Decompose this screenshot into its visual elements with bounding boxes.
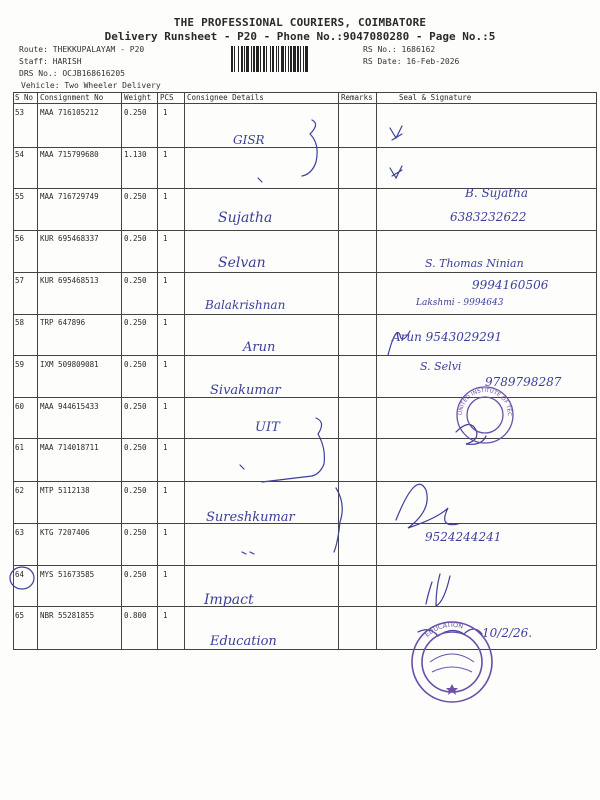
handwritten-consignee: GISR xyxy=(233,133,265,147)
handwritten-signature: Lakshmi - 9994643 xyxy=(416,298,504,308)
vehicle-label: Vehicle: Two Wheeler Delivery xyxy=(21,81,161,90)
row-pcs: 1 xyxy=(163,276,168,285)
row-sno: 58 xyxy=(15,318,25,327)
company-title: THE PROFESSIONAL COURIERS, COIMBATORE xyxy=(173,16,427,29)
row-pcs: 1 xyxy=(163,486,168,495)
row-weight: 0.250 xyxy=(124,192,147,201)
drs-label: DRS No.: OCJB168616205 xyxy=(19,69,125,78)
row-consignment-no: MAA 944615433 xyxy=(40,402,99,411)
row-pcs: 1 xyxy=(163,443,168,452)
col-header-pcs: PCS xyxy=(160,93,174,102)
row-consignment-no: KUR 695468337 xyxy=(40,234,99,243)
row-pcs: 1 xyxy=(163,150,168,159)
runsheet-subtitle: Delivery Runsheet - P20 - Phone No.:9047080280 - Page No.:5 xyxy=(104,30,496,43)
handwritten-consignee: Sureshkumar xyxy=(206,510,295,525)
row-weight: 0.250 xyxy=(124,402,147,411)
row-sno: 57 xyxy=(15,276,25,285)
handwritten-phone: 9994160506 xyxy=(472,278,549,292)
company-stamp xyxy=(410,620,494,704)
col-header-weight: Weight xyxy=(124,93,152,102)
row-consignment-no: MAA 715799680 xyxy=(40,150,99,159)
col-header-sno: S No xyxy=(15,93,34,102)
col-header-signature: Seal & Signature xyxy=(399,93,472,102)
handwritten-consignee: Selvan xyxy=(218,255,266,271)
row-pcs: 1 xyxy=(163,108,168,117)
row-pcs: 1 xyxy=(163,318,168,327)
institute-stamp xyxy=(452,381,515,445)
row-pcs: 1 xyxy=(163,360,168,369)
row-weight: 0.250 xyxy=(124,570,147,579)
row-weight: 0.800 xyxy=(124,611,147,620)
row-consignment-no: MAA 716105212 xyxy=(40,108,99,117)
row-pcs: 1 xyxy=(163,234,168,243)
row-sno: 59 xyxy=(15,360,25,369)
row-sno: 55 xyxy=(15,192,25,201)
rs-no-label: RS No.: 1686162 xyxy=(363,45,436,54)
row-weight: 0.250 xyxy=(124,318,147,327)
rs-date-label: RS Date: 16-Feb-2026 xyxy=(363,57,460,66)
handwritten-signature: B. Sujatha xyxy=(465,186,528,200)
row-weight: 0.250 xyxy=(124,276,147,285)
handwritten-consignee: Education xyxy=(210,634,277,649)
row-pcs: 1 xyxy=(163,570,168,579)
row-sno: 60 xyxy=(15,402,25,411)
row-pcs: 1 xyxy=(163,528,168,537)
col-header-consignment: Consignment No xyxy=(40,93,104,102)
row-consignment-no: MTP 5112138 xyxy=(40,486,90,495)
handwritten-signature: S. Selvi xyxy=(420,360,462,373)
row-sno: 54 xyxy=(15,150,25,159)
row-consignment-no: MAA 716729749 xyxy=(40,192,99,201)
handwritten-phone: 9524244241 xyxy=(425,530,502,544)
handwritten-consignee: Sujatha xyxy=(218,210,273,226)
row-weight: 0.250 xyxy=(124,528,147,537)
row-consignment-no: IXM 509809081 xyxy=(40,360,99,369)
handwritten-signature: Arun 9543029291 xyxy=(392,330,503,344)
row-consignment-no: MAA 714018711 xyxy=(40,443,99,452)
row-consignment-no: KUR 695468513 xyxy=(40,276,99,285)
row-sno: 53 xyxy=(15,108,25,117)
row-sno: 64 xyxy=(15,570,25,579)
row-weight: 0.250 xyxy=(124,234,147,243)
row-sno: 65 xyxy=(15,611,25,620)
row-sno: 56 xyxy=(15,234,25,243)
row-weight: 0.250 xyxy=(124,443,147,452)
row-sno: 61 xyxy=(15,443,25,452)
row-pcs: 1 xyxy=(163,192,168,201)
row-sno: 62 xyxy=(15,486,25,495)
row-sno: 63 xyxy=(15,528,25,537)
col-header-consignee: Consignee Details xyxy=(187,93,264,102)
row-pcs: 1 xyxy=(163,402,168,411)
handwritten-consignee: Balakrishnan xyxy=(205,298,286,312)
svg-text:EDUCATION xyxy=(423,621,464,639)
staff-label: Staff: HARISH xyxy=(19,57,82,66)
stamp-left-text: UNITED INSTITUTE OF TECHNOLOGY xyxy=(452,381,513,417)
row-weight: 0.250 xyxy=(124,108,147,117)
row-weight: 1.130 xyxy=(124,150,147,159)
row-consignment-no: TRP 647896 xyxy=(40,318,86,327)
row-weight: 0.250 xyxy=(124,360,147,369)
route-label: Route: THEKKUPALAYAM - P20 xyxy=(19,45,145,54)
handwritten-date: 10/2/26. xyxy=(482,626,533,640)
handwritten-phone: 9789798287 xyxy=(485,375,562,389)
col-header-remarks: Remarks xyxy=(341,93,373,102)
handwritten-phone: 6383232622 xyxy=(450,210,527,224)
row-weight: 0.250 xyxy=(124,486,147,495)
handwritten-signature: S. Thomas Ninian xyxy=(425,257,524,270)
stamp-right-text: EDUCATION xyxy=(423,620,465,639)
row-consignment-no: KTG 7207406 xyxy=(40,528,90,537)
row-pcs: 1 xyxy=(163,611,168,620)
handwritten-consignee: Arun xyxy=(243,340,276,355)
row-consignment-no: NBR 55281855 xyxy=(40,611,95,620)
handwritten-consignee: Sivakumar xyxy=(210,383,281,398)
handwritten-consignee: UIT xyxy=(255,420,280,435)
row-consignment-no: MYS 51673585 xyxy=(40,570,95,579)
handwritten-consignee: Impact xyxy=(204,592,254,608)
